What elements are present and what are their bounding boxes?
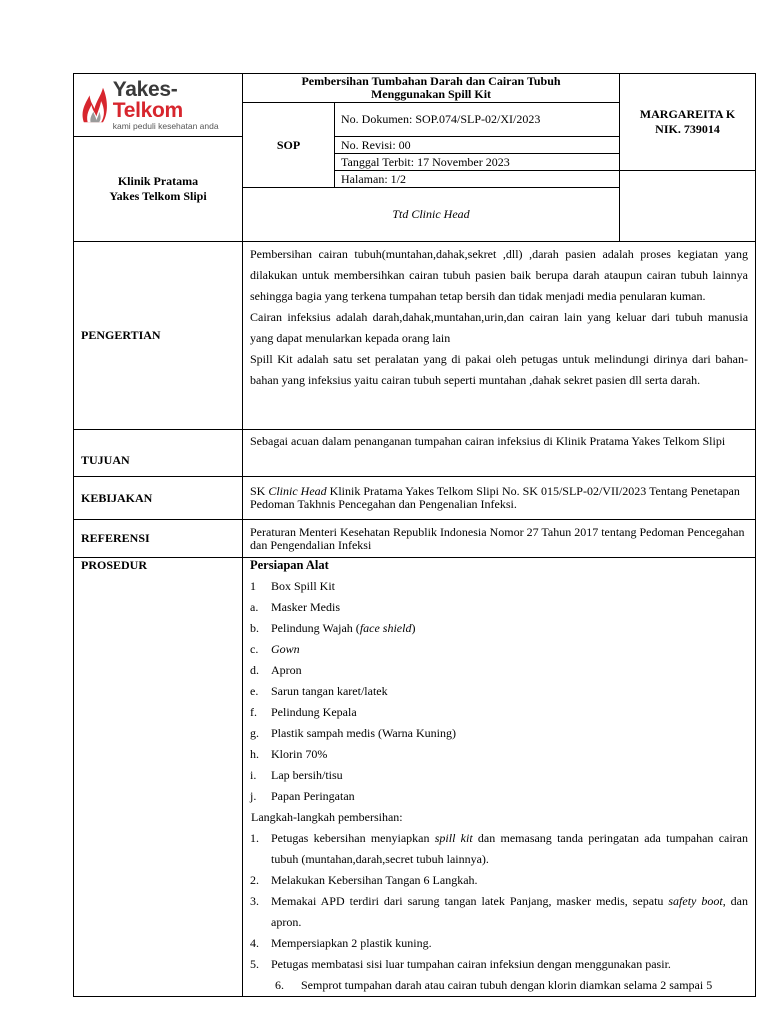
- alat-item-text: Lap bersih/tisu: [271, 768, 343, 782]
- alat-item: [250, 786, 748, 807]
- clinic-name-line-2: Yakes Telkom Slipi: [109, 189, 207, 203]
- halaman: Halaman: 1/2: [335, 171, 620, 188]
- langkah-item-text: Petugas membatasi sisi luar tumpahan cairan infeksiun dengan menggunakan pasir.: [271, 957, 671, 971]
- langkah-item: [250, 828, 748, 870]
- alat-item: [250, 681, 748, 702]
- pengertian-p3: Spill Kit adalah satu set peralatan yang di pakai oleh petugas untuk melindungi dirinya dari bahan-bahan yang infeksius yaitu cairan tubuh seperti muntahan ,dahak sekret pasien dll serta darah.: [250, 352, 749, 387]
- langkah-item-marker: 4.: [250, 936, 259, 950]
- alat-item: [250, 765, 748, 786]
- alat-item-marker: a.: [250, 600, 259, 614]
- alat-item-marker: g.: [250, 726, 259, 740]
- tujuan-content: Sebagai acuan dalam penanganan tumpahan cairan infeksius di Klinik Pratama Yakes Telkom Slipi: [243, 430, 756, 477]
- brand-tagline: kami peduli kesehatan anda: [112, 121, 219, 132]
- prosedur-label: PROSEDUR: [74, 558, 243, 997]
- flame-logo-icon: [80, 85, 109, 125]
- alat-item-text: Papan Peringatan: [271, 789, 355, 803]
- signer-nik: NIK. 739014: [655, 122, 720, 136]
- signer-cell: [620, 74, 756, 171]
- alat-item: [250, 597, 748, 618]
- title-line-1: Pembersihan Tumbahan Darah dan Cairan Tubuh: [301, 74, 561, 88]
- alat-item-marker: e.: [250, 684, 259, 698]
- referensi-label: REFERENSI: [74, 520, 243, 558]
- langkah-item-marker: 2.: [250, 873, 259, 887]
- alat-item: [250, 744, 748, 765]
- prosedur-content: [243, 558, 756, 997]
- alat-item-text: Apron: [271, 663, 302, 677]
- langkah-item: [250, 954, 748, 975]
- alat-item: [250, 723, 748, 744]
- langkah-list: [250, 828, 748, 996]
- langkah-item-text: Mempersiapkan 2 plastik kuning.: [271, 936, 432, 950]
- alat-item: [250, 702, 748, 723]
- langkah-item-text: Semprot tumpahan darah atau cairan tubuh dengan klorin diamkan selama 2 sampai 5: [301, 978, 713, 992]
- alat-item-text: Gown: [271, 642, 300, 656]
- ttd-clinic-head: Ttd Clinic Head: [243, 188, 620, 242]
- pengertian-content: [243, 242, 756, 430]
- langkah-item-marker: 5.: [250, 957, 259, 971]
- tanggal-terbit: Tanggal Terbit: 17 November 2023: [335, 154, 620, 171]
- langkah-item-marker: 3.: [250, 894, 259, 908]
- langkah-title: Langkah-langkah pembersihan:: [251, 810, 403, 824]
- alat-item-marker: c.: [250, 642, 259, 656]
- langkah-item: [250, 891, 748, 933]
- referensi-content: Peraturan Menteri Kesehatan Republik Indonesia Nomor 27 Tahun 2017 tentang Pedoman Pencegahan dan Pengendalian Infeksi: [243, 520, 756, 558]
- langkah-item-text: Petugas kebersihan menyiapkan spill kit dan memasang tanda peringatan ada tumpahan cairan tubuh (muntahan,darah,secret tubuh lainnya).: [271, 831, 748, 866]
- alat-item-text: Box Spill Kit: [271, 579, 336, 593]
- brand-telkom: Telkom: [112, 99, 183, 123]
- langkah-item-marker: 1.: [250, 831, 259, 845]
- langkah-item: [250, 870, 748, 891]
- brand-yakes: Yakes-: [112, 78, 178, 102]
- langkah-item: [250, 933, 748, 954]
- alat-item-text: Masker Medis: [271, 600, 340, 614]
- kebijakan-prefix: SK: [250, 484, 269, 498]
- langkah-item-text: Memakai APD terdiri dari sarung tangan latek Panjang, masker medis, sepatu safety boot, dan apron.: [271, 894, 749, 929]
- alat-item: [250, 660, 748, 681]
- alat-item-marker: h.: [250, 747, 259, 761]
- pengertian-p2: Cairan infeksius adalah darah,dahak,muntahan,urin,dan cairan lain yang keluar dari tubuh manusia yang dapat menularkan kepada orang lain: [250, 310, 749, 345]
- alat-item: [250, 618, 748, 639]
- kebijakan-label: KEBIJAKAN: [74, 477, 243, 520]
- no-dokumen: No. Dokumen: SOP.074/SLP-02/XI/2023: [335, 103, 620, 137]
- alat-item-text: Plastik sampah medis (Warna Kuning): [271, 726, 456, 740]
- alat-item-marker: b.: [250, 621, 259, 635]
- logo-cell: [74, 74, 243, 137]
- kebijakan-rest: Klinik Pratama Yakes Telkom Slipi No. SK 015/SLP-02/VII/2023 Tentang Penetapan Pedoman Takhnis Pencegahan dan Pengenalian Infeksi.: [250, 484, 740, 511]
- signer-name: MARGAREITA K: [639, 107, 736, 121]
- pengertian-label: PENGERTIAN: [74, 242, 243, 430]
- persiapan-alat-title: Persiapan Alat: [250, 558, 329, 572]
- kebijakan-content: [243, 477, 756, 520]
- alat-item-marker: j.: [250, 789, 257, 803]
- title-line-2: Menggunakan Spill Kit: [370, 87, 492, 101]
- document-title: [243, 74, 620, 103]
- alat-item: [250, 576, 748, 597]
- alat-item-text: Klorin 70%: [271, 747, 328, 761]
- alat-item: [250, 639, 748, 660]
- clinic-name: [74, 137, 243, 242]
- langkah-item-text: Melakukan Kebersihan Tangan 6 Langkah.: [271, 873, 478, 887]
- tujuan-label: TUJUAN: [74, 430, 243, 477]
- alat-item-marker: d.: [250, 663, 259, 677]
- langkah-item-marker: 6.: [275, 978, 284, 992]
- langkah-item: [250, 975, 748, 996]
- alat-item-text: Sarun tangan karet/latek: [271, 684, 388, 698]
- sop-label: SOP: [243, 103, 335, 188]
- alat-item-marker: i.: [250, 768, 257, 782]
- sop-table: [73, 73, 756, 997]
- pengertian-p1: Pembersihan cairan tubuh(muntahan,dahak,sekret ,dll) ,darah pasien adalah proses kegiatan yang dilakukan untuk membersihkan cairan tubuh pasien baik berupa darah ataupun cairan tubuh lainnya sehingga bagia yang terkena tumpahan tetap bersih dan tidak menjadi media penularan kuman.: [250, 247, 749, 303]
- alat-list: [250, 576, 748, 807]
- clinic-name-line-1: Klinik Pratama: [117, 174, 199, 188]
- sop-document: [73, 73, 755, 997]
- alat-item-text: Pelindung Wajah (face shield): [271, 621, 416, 635]
- signer-blank: [620, 171, 756, 242]
- no-revisi: No. Revisi: 00: [335, 137, 620, 154]
- alat-item-marker: f.: [250, 705, 257, 719]
- yakes-telkom-logo: [74, 79, 242, 131]
- kebijakan-italic: Clinic Head: [268, 484, 327, 498]
- alat-item-text: Pelindung Kepala: [271, 705, 357, 719]
- alat-item-marker: 1: [250, 579, 256, 593]
